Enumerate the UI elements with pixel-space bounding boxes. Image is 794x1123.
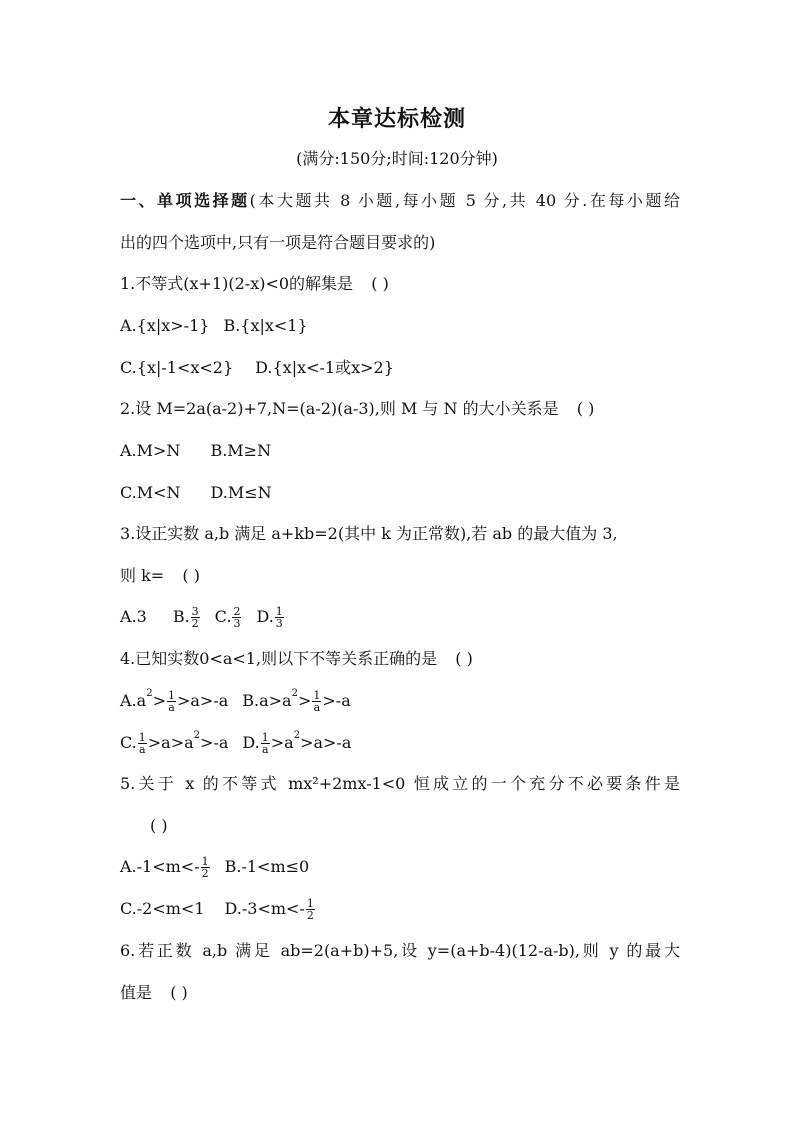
question-2-options-ab (120, 439, 680, 463)
option-a: $A.a^2>$ $\frac{1}{a}$ >a>-a (120, 688, 229, 714)
section-heading-line (120, 189, 680, 213)
question-3-stem-line-1: 3.设正实数 a,b 满足 a+kb=2(其中 k 为正常数),若 ab 的最大值为 3, (120, 524, 618, 543)
question-2-options-cd (120, 481, 680, 505)
question-6-stem-line-1: 6.若正数 a,b 满足 ab=2(a+b)+5,设 y=(a+b-4)(12-a-b),则 y 的最大 (120, 941, 680, 960)
question-4-options-ab (120, 689, 680, 713)
answer-paren: ( ) (371, 274, 389, 293)
question-4-stem (120, 647, 680, 671)
option-b-fraction: $\frac{3}{2}$ (191, 605, 199, 630)
question-1-stem (120, 272, 680, 296)
option-d: D.M≤N (210, 483, 272, 502)
question-3-stem-line-2 (120, 564, 680, 588)
question-4-options-cd (120, 731, 680, 755)
question-1-options-cd (120, 356, 680, 380)
section-heading: 一、单项选择题 (120, 191, 250, 210)
option-d: D.{x|x<-1或x>2} (255, 358, 394, 377)
section-instructions-1: (本大题共 8 小题,每小题 5 分,共 40 分.在每小题给 (249, 191, 680, 210)
option-c: C.-2<m<1 (120, 899, 205, 918)
page-title: 本章达标检测 (327, 107, 466, 132)
question-1-options-ab (120, 314, 680, 338)
option-b: B.{x|x<1} (223, 316, 308, 335)
option-c: C.M<N (120, 483, 181, 502)
option-a: A.3 (120, 607, 147, 626)
answer-paren: ( ) (182, 566, 200, 585)
option-b: B.M≥N (210, 441, 272, 460)
answer-paren: ( ) (150, 816, 168, 835)
option-d-label: D. (256, 607, 274, 626)
option-c-label: C. (214, 607, 232, 626)
answer-paren: ( ) (576, 399, 595, 418)
question-2-text: 2.设 M=2a(a-2)+7,N=(a-2)(a-3),则 M 与 N 的大小关系是 (120, 399, 559, 418)
option-a: A.-1<m<- $\frac{1}{2}$ (120, 855, 209, 880)
option-b: $B.a>a^2>$ $\frac{1}{a}$ >-a (242, 688, 351, 714)
option-a: A.{x|x>-1} (120, 316, 210, 335)
page-subtitle: (满分:150分;时间:120分钟) (296, 149, 498, 168)
option-b-label: B. (172, 607, 190, 626)
option-c: C.{x|-1<x<2} (120, 358, 234, 377)
question-1-text: 1.不等式(x+1)(2-x)<0的解集是 (120, 274, 354, 293)
option-b: B.-1<m≤0 (224, 857, 310, 876)
question-5-stem: 5.关于 x 的不等式 mx²+2mx-1<0 恒成立的一个充分不必要条件是 (120, 774, 680, 793)
option-c-fraction: $\frac{2}{3}$ (233, 605, 241, 630)
question-3-options (120, 605, 680, 629)
option-d: D. $\frac{1}{a}$ $>a^2>a>-a$ (242, 730, 352, 756)
option-c: C. $\frac{1}{a}$ $>a>a^2>-a$ (120, 730, 229, 756)
option-a: A.M>N (120, 441, 181, 460)
section-instructions-line-2: 出的四个选项中,只有一项是符合题目要求的) (120, 233, 436, 252)
question-5-options-ab (120, 855, 680, 879)
option-d-fraction: $\frac{1}{3}$ (275, 605, 283, 630)
question-5-options-cd (120, 897, 680, 921)
option-d: D.-3<m<- $\frac{1}{2}$ (224, 897, 314, 922)
question-6-text: 值是 (120, 983, 153, 1002)
answer-paren: ( ) (455, 649, 473, 668)
answer-paren: ( ) (170, 983, 188, 1002)
question-3-text: 则 k= (120, 566, 165, 585)
question-4-text: 4.已知实数0<a<1,则以下不等关系正确的是 (120, 649, 438, 668)
question-6-stem-line-2 (120, 981, 680, 1005)
question-5-answer-line (150, 814, 710, 838)
question-2-stem (120, 397, 680, 421)
